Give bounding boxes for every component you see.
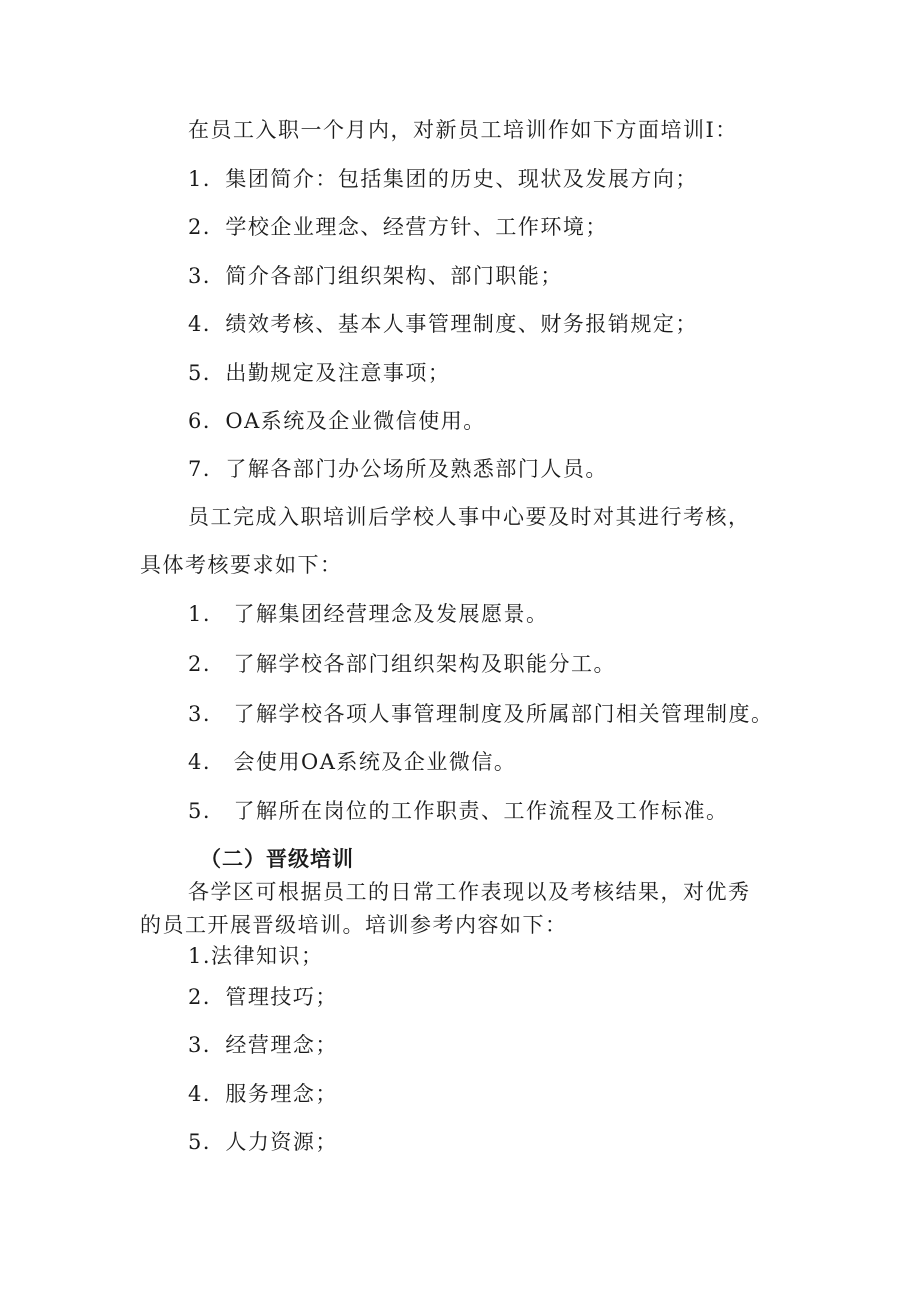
assessment-intro-continued: 具体考核要求如下： bbox=[140, 553, 343, 577]
assessment-item: 3. 了解学校各项人事管理制度及所属部门相关管理制度。 bbox=[188, 702, 774, 726]
training-item: 5．出勤规定及注意事项； bbox=[188, 361, 451, 385]
training-item: 2．学校企业理念、经营方针、工作环境； bbox=[188, 215, 608, 239]
assessment-item: 1. 了解集团经营理念及发展愿景。 bbox=[188, 602, 549, 626]
promotion-item: 1.法律知识； bbox=[188, 944, 324, 968]
training-item: 7．了解各部门办公场所及熟悉部门人员。 bbox=[188, 457, 608, 481]
training-item: 4．绩效考核、基本人事管理制度、财务报销规定； bbox=[188, 312, 698, 336]
promotion-item: 4．服务理念； bbox=[188, 1082, 338, 1106]
promotion-item: 5．人力资源； bbox=[188, 1130, 338, 1154]
assessment-item: 4. 会使用OA系统及企业微信。 bbox=[188, 750, 517, 774]
section-heading: （二）晋级培训 bbox=[200, 847, 354, 871]
promotion-item: 3．经营理念； bbox=[188, 1033, 338, 1057]
assessment-item: 2. 了解学校各部门组织架构及职能分工。 bbox=[188, 652, 617, 676]
training-item: 6．OA系统及企业微信使用。 bbox=[188, 409, 486, 433]
training-item: 3．简介各部门组织架构、部门职能； bbox=[188, 264, 563, 288]
promotion-intro: 各学区可根据员工的日常工作表现以及考核结果，对优秀 bbox=[188, 880, 751, 904]
promotion-item: 2．管理技巧； bbox=[188, 985, 338, 1009]
training-item: 1．集团简介：包括集团的历史、现状及发展方向； bbox=[188, 167, 698, 191]
assessment-item: 5. 了解所在岗位的工作职责、工作流程及工作标准。 bbox=[188, 799, 729, 823]
promotion-intro-continued: 的员工开展晋级培训。培训参考内容如下： bbox=[140, 913, 568, 937]
intro-paragraph: 在员工入职一个月内，对新员工培训作如下方面培训I： bbox=[188, 118, 738, 142]
assessment-intro: 员工完成入职培训后学校人事中心要及时对其进行考核， bbox=[188, 505, 751, 529]
